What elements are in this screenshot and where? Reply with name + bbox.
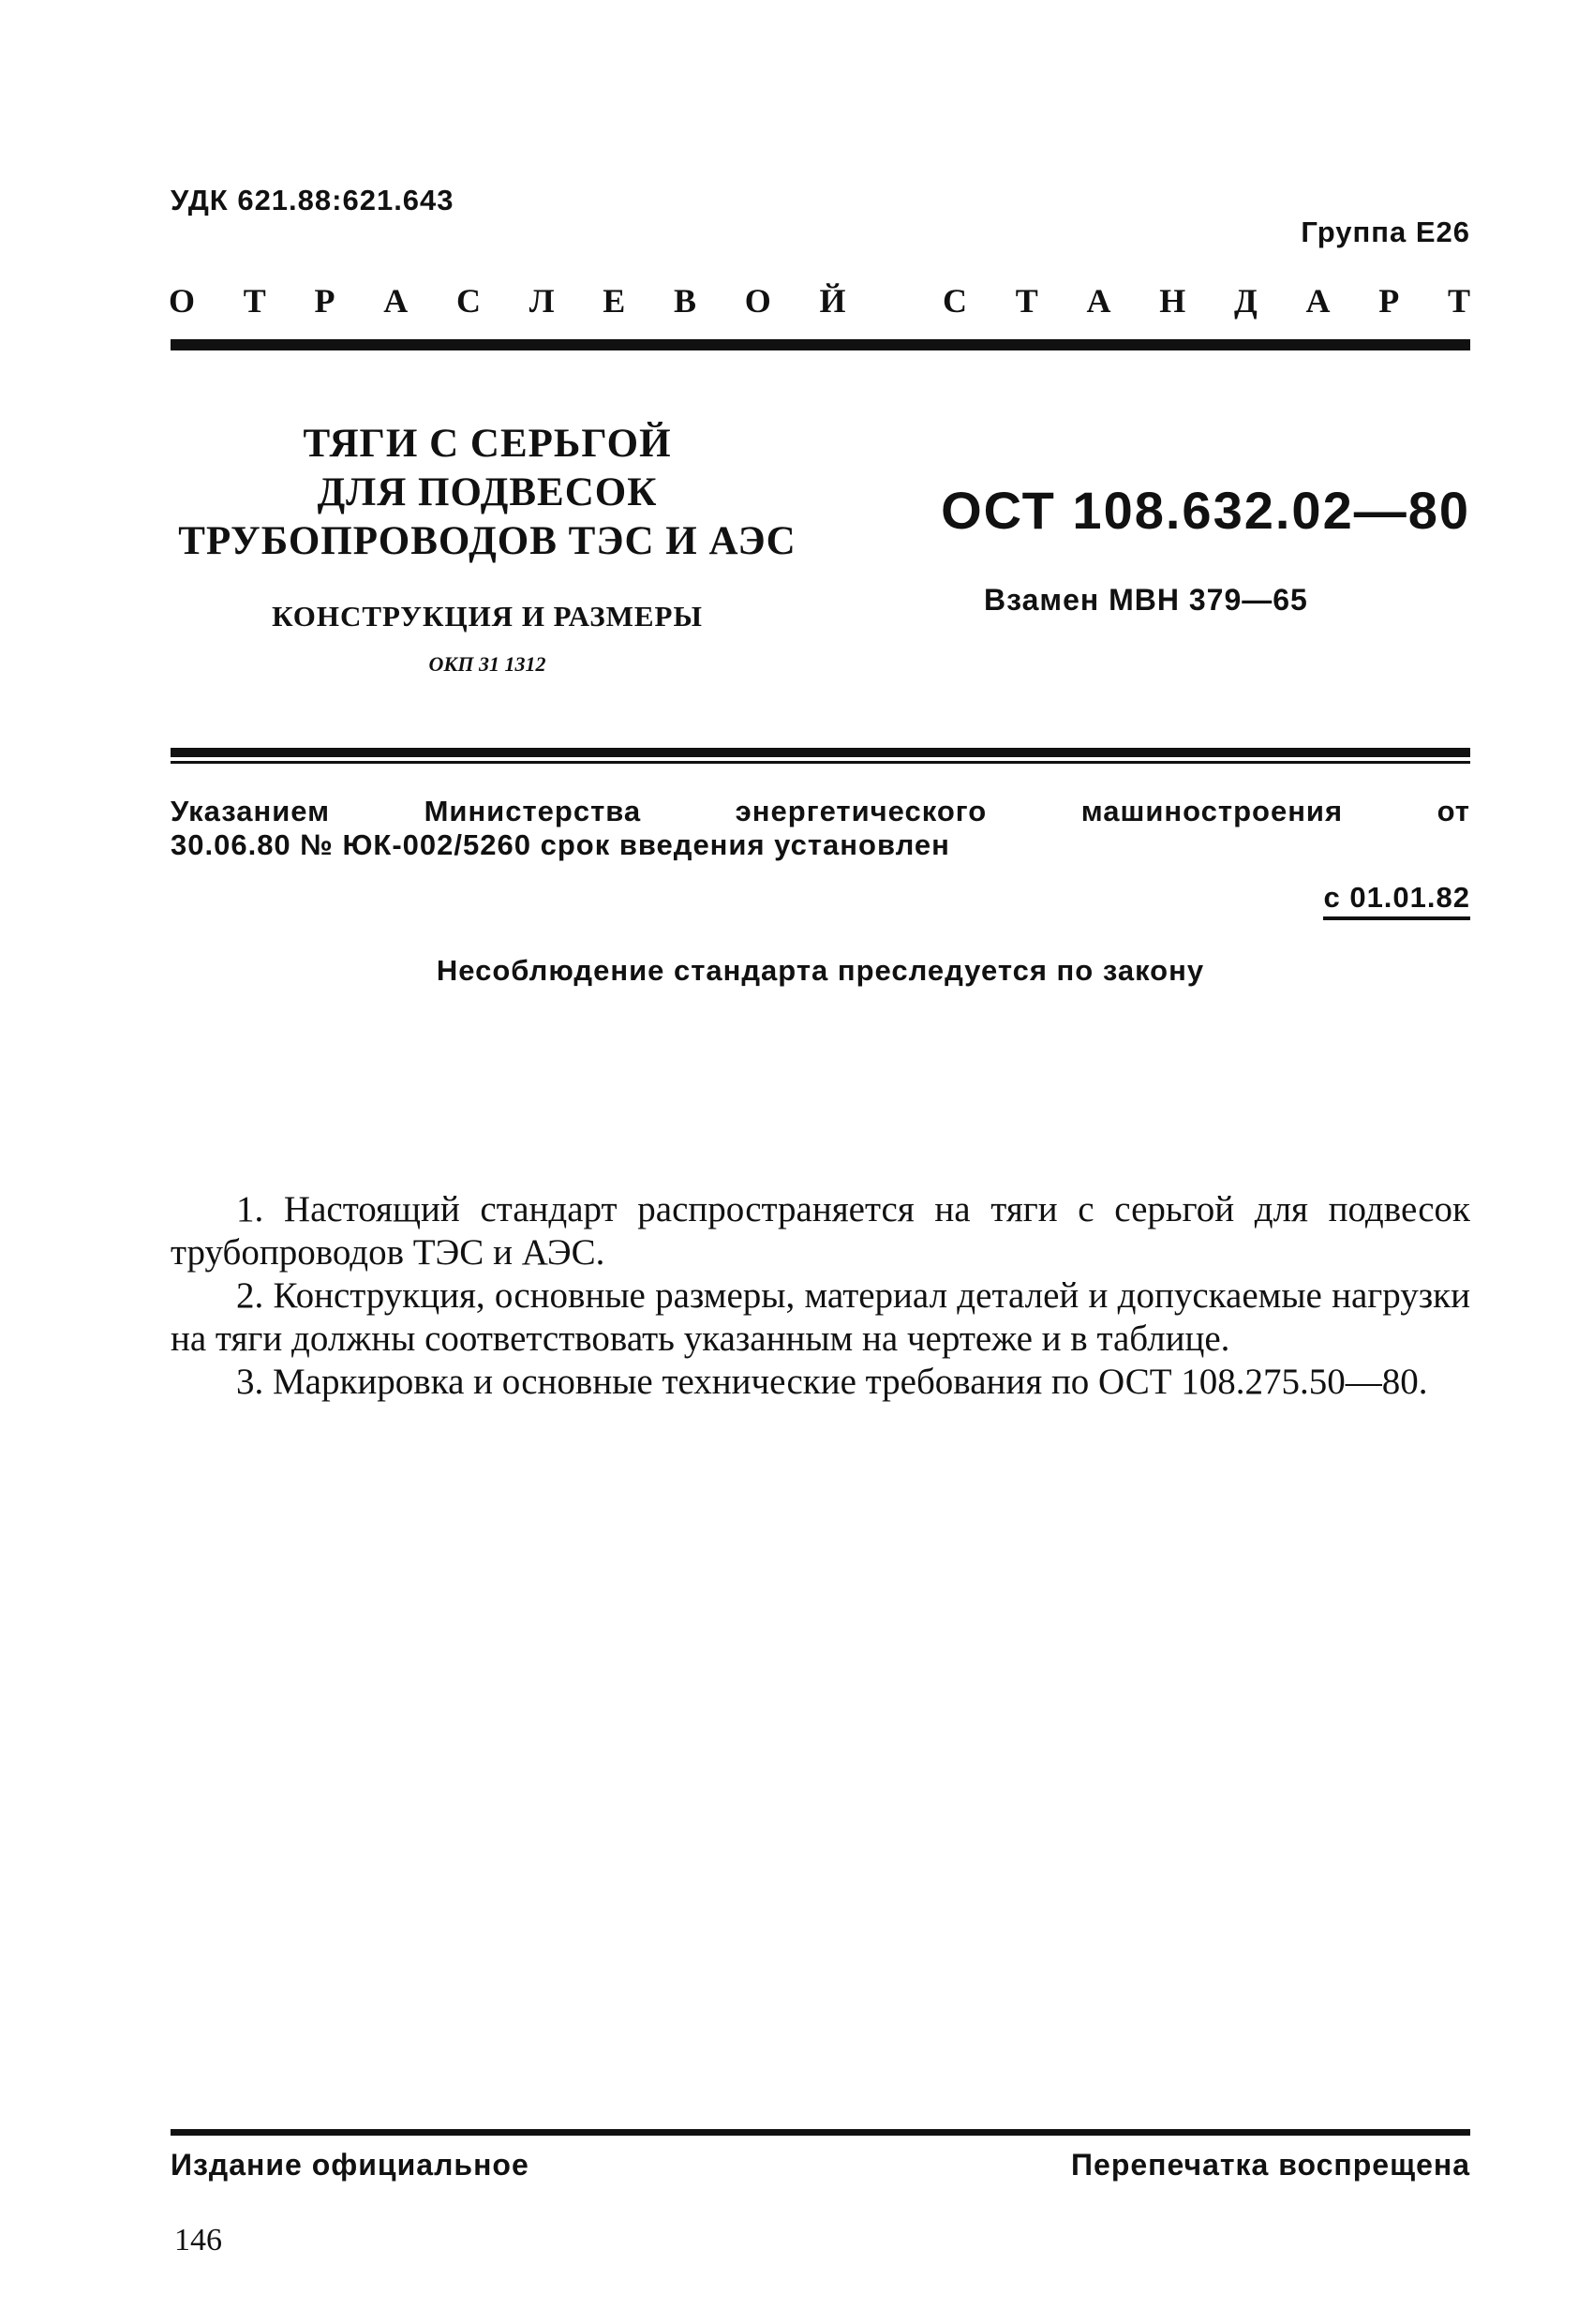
banner-letter: О [744,282,771,320]
clause-item: 1. Настоящий стандарт распространяется на тяги с серьгой для подвесок трубопроводов ТЭС и АЭС. [171,1189,1470,1273]
directive-word: Министерства [424,795,642,827]
okp-code: ОКП 31 1312 [428,652,546,676]
directive-word: Указанием [171,795,331,827]
page-number: 146 [174,2223,222,2257]
banner-letter: О [169,282,196,320]
banner-letter: Р [1378,282,1400,320]
footer-rule [171,2129,1470,2136]
document-subtitle: КОНСТРУКЦИЯ И РАЗМЕРЫ [272,600,703,633]
directive-word: энергетического [735,795,988,827]
replaces-note: Взамен МВН 379—65 [984,583,1308,617]
clause-item: 2. Конструкция, основные размеры, материал деталей и допускаемые нагрузки на тяги должны соответствовать указанным на чертеже и в таблице. [171,1275,1470,1359]
title-line: ТРУБОПРОВОДОВ ТЭС И АЭС [178,519,796,563]
section-rule-thin [171,761,1470,764]
banner-letter: А [1086,282,1111,320]
banner-letter: Д [1233,282,1258,320]
banner-letter: С [943,282,967,320]
banner-letter: Т [1015,282,1038,320]
section-rule [171,748,1470,757]
industry-standard-banner [169,281,1470,320]
title-line: ТЯГИ С СЕРЬГОЙ [303,422,672,466]
clause-item: 3. Маркировка и основные технические требования по ОСТ 108.275.50—80. [236,1362,1428,1402]
document-title [159,420,815,566]
banner-letter: Л [529,282,555,320]
ministry-directive [171,795,1470,862]
banner-letter: Н [1159,282,1186,320]
standard-number: ОСТ 108.632.02—80 [941,481,1470,540]
penalty-note: Несоблюдение стандарта преследуется по закону [436,954,1205,987]
banner-letter: В [674,282,697,320]
banner-letter: Р [314,282,335,320]
standard-clauses [171,1188,1470,1404]
title-line: ДЛЯ ПОДВЕСОК [317,470,658,514]
directive-word: машиностроения [1080,795,1344,827]
directive-line [171,795,1470,828]
banner-letter: А [1305,282,1331,320]
effective-date: с 01.01.82 [1323,881,1470,920]
header-rule [171,339,1470,350]
banner-letter: Й [819,282,846,320]
banner-letter: Т [1447,282,1470,320]
directive-line: 30.06.80 № ЮК-002/5260 срок введения установлен [171,828,950,861]
group-code: Группа Е26 [1301,216,1470,248]
reprint-note: Перепечатка воспрещена [1071,2148,1470,2182]
banner-letter: С [455,282,481,320]
banner-letter: Е [603,282,626,320]
banner-letter: А [383,282,409,320]
udk-code: УДК 621.88:621.643 [171,184,454,216]
directive-word: от [1437,795,1470,827]
banner-letter: Т [243,282,266,320]
edition-note: Издание официальное [171,2148,529,2182]
